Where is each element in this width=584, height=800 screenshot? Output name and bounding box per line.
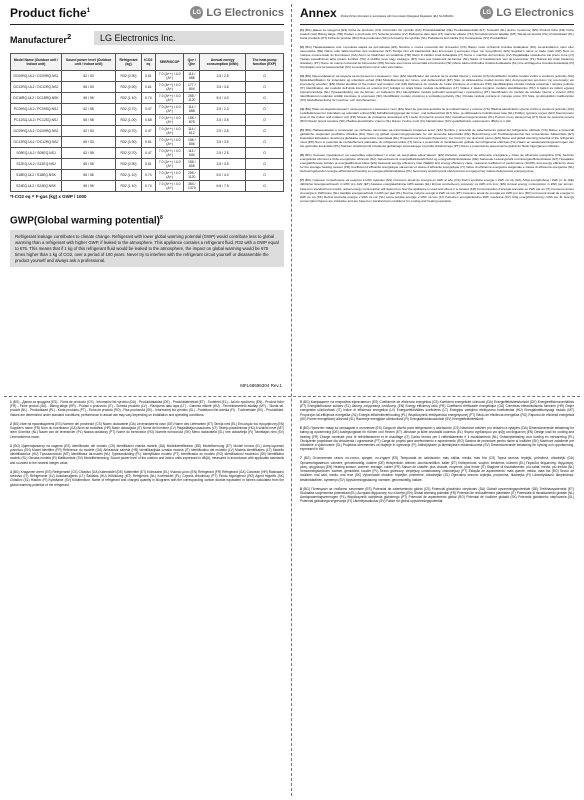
footnote-number: 1 (10, 400, 13, 404)
table-cell: O (245, 104, 283, 115)
table-cell: R32 (1.10) (116, 181, 142, 192)
table-cell: 0.61 (141, 82, 155, 93)
table-cell: R32 (0.90) (116, 159, 142, 170)
table-note: *t-CO2 eq = F-gas (kg) x GWP / 1000 (10, 194, 87, 199)
table-cell: O (245, 71, 283, 82)
footnote-paragraphs (10, 400, 284, 487)
table-cell: S24EQ.UL2 / S24EQ.NSK (11, 181, 62, 192)
table-cell: 3.5 / 3.6 (200, 82, 246, 93)
table-cell: 7.0 (A++) / 4.0 (A+) (155, 126, 184, 137)
vertical-cut-line (291, 4, 292, 796)
table-cell: 7.0 (A++) / 4.0 (A+) (155, 148, 184, 159)
table-cell: R32 (0.90) (116, 71, 142, 82)
footnote-paragraph (10, 422, 284, 439)
product-fiche-header (10, 6, 284, 20)
table-cell: 177 / 804 (184, 82, 200, 93)
table-cell: 0.61 (141, 71, 155, 82)
footnote-text: (BG) Сезонен коефициент на енергийна ефективност и клас на енергийна ефективност (ES) Relación estacional de eficiencia energética y clase de eficiencia energética (CS) Sezónní energetická účinnost a třída energetické účinnosti (DA) Sæsonbestemt energieffektivitetsforhold og energieffektivitetsklasse (DE) Saisonale Leistungszahl und Energieeffizienzklasse (ET) Hooajaline energiatõhususe suhtarv ja energiatõhususe klass (EN) Seasonal energy efficiency ratio (SEER) and energy efficiency class, seasonal coefficient of performance (SCOP) and energy efficiency class for the average heating season (FR) Coefficient d'efficacité énergétique saisonnier et classe d'efficacité énergétique (IT) Indice di efficienza energetica stagionale e classe di efficienza energetica (NL) Seizoensgebonden energie-efficiëntieverhouding en energie-efficiëntieklasse (PL) Sezonowy współczynnik efektywności energetycznej i klasa efektywności energetycznej. (300, 153, 574, 174)
table-cell: 62 / 53 (61, 126, 115, 137)
table-cell: R32 (0.70) (116, 104, 142, 115)
table-cell: DC09RQ.UL2 / DC09RQ.NSJ (11, 71, 62, 82)
footnote-number: (4) (300, 107, 305, 112)
manufacturer-value: LG Electronics Inc. (94, 31, 284, 45)
table-cell: 2.5 / 2.3 (200, 104, 246, 115)
table-header-cell: The heat pump function (EXP) (245, 54, 283, 71)
footnote-text: (BG) Отоплителен сезон: по-топъл, среден, по-студен (ES) Temporada de calefacción: más cálida, media, más fría (CS) Topná sezóna: teplejší, průměrná, chladnější (DA) Opvarmningssæson: varmere, gennemsnitlig, koldere (DE) Heizperiode: wärmer, durchschnittlich, kälter (ET) Kütteperiood: soojem, keskmine, külmem (EL) Περίοδος θέρμανσης: θερμότερη, μέση, ψυχρότερη (EN) Heating season: warmer, average, colder (FR) Saison de chauffe: plus chaude, moyenne, plus froide (IT) Stagione di riscaldamento: più calda, media, più fredda (NL) Verwarmingsseizoen: warmer, gemiddeld, kouder (PL) Sezon grzewczy: cieplejszy, umiarkowany, chłodniejszy (PT) Estação de aquecimento: mais quente, média, mais fria (RO) Sezon de încălzire: mai cald, mediu, mai rece (SK) Vykurovacie obdobie: teplejšie, priemerné, chladnejšie (SL) Ogrevalna sezona: toplejša, povprečna, hladnejša (FI) Lämmityskausi: lämpimämpi, keskimääräinen, kylmempi (SV) Uppvärmningssäsong: varmare, genomsnittlig, kallare. (300, 456, 574, 482)
footnote-paragraphs (300, 400, 574, 504)
table-cell: 0.47 (141, 148, 155, 159)
table-cell: 156 / 875 (184, 115, 200, 126)
table-cell: PC09SQ.UL2 / PC09SQ.NSJ (11, 104, 62, 115)
table-cell: DC12RQ.UL2 / DC12RQ.NSJ (11, 82, 62, 93)
table-cell: 7.0 (A++) / 4.0 (A+) (155, 115, 184, 126)
table-cell: 2.5 / 2.5 (200, 71, 246, 82)
table-row (11, 82, 284, 93)
product-fiche-title: Product fiche$^1$ (10, 6, 91, 20)
footnote-paragraph (300, 45, 574, 69)
footnote-number: 3 (10, 443, 14, 448)
table-cell: 62 / 53 (61, 71, 115, 82)
footnote-number: 5 (300, 400, 303, 404)
footnote-text: (BG) Проектен товар за охлаждане и отопление (ES) Carga de diseño para refrigeración y calefacción (CS) Návrhové zatížení pro chlazení a vytápění (DA) Dimensionerende belastning for køling og opvarmning (DE) Auslegungslast für Kühlen und Heizen (ET) Jahutuse ja kütte arvutuslik koormus (EL) Φορτίο σχεδιασμού για ψύξη και θέρμανση (EN) Design load for cooling and heating (FR) Charge nominale pour le refroidissement et le chauffage (IT) Carico teorico per il raffreddamento e il riscaldamento (NL) Ontwerpbelasting voor koeling en verwarming (PL) Obciążenie projektowe dla chłodzenia i ogrzewania (PT) Carga de projeto para arrefecimento e aquecimento (RO) Sarcina de proiectare pentru răcire și încălzire (SK) Návrhové zaťaženie pre chladenie a vykurovanie (SL) Projektna obremenitev za hlajenje in ogrevanje (FI) Jäähdytyksen ja lämmityksen mitoituskuorma (SV) Dimensionerande belastning för kylning och uppvärmning, expressed in kW. (300, 426, 574, 452)
table-cell: O (245, 159, 283, 170)
table-cell: 7.0 (A++) / 4.0 (A+) (155, 170, 184, 181)
table-cell: S12EQ.UL2 / S12EQ.NSJ (11, 159, 62, 170)
table-cell: O (245, 93, 283, 104)
table-cell: 62 / 55 (61, 148, 115, 159)
manufacturer-label: Manufacturer$^2$ (10, 31, 72, 45)
table-cell: O (245, 126, 283, 137)
footnote-paragraph (300, 128, 574, 148)
table-row (11, 148, 284, 159)
footnote-text: (BG) Данни за продукта (ES) Ficha de producto (CS) Informační list výrobku (DA) Produktdatablad (DE) Produktdatenblatt (ET) Tooteleht (EL) Δελτίο προϊόντος (EN) Product fiche (FR) Fiche produit (GA) Bileog táirge (HR) Podaci o proizvodu (IT) Scheda prodotto (LV) Ražojuma datu lapa (LT) Gaminio etiketė (HU) Termékismertető adatlap (MT) Skeda tal-prodott (NL) Productkaart (PL) Karta produktu (PT) Ficha de produto (RO) Fișa produsului (SK) Informačný list výrobku (SL) Podatkovni list izdelka (FI) Tuoteseloste (SV) Produktblad. (300, 28, 574, 41)
table-cell: O (245, 82, 283, 93)
table-cell: 0.47 (141, 104, 155, 115)
table-cell: 114 / 612 (184, 126, 200, 137)
table-cell: 65 / 58 (61, 170, 115, 181)
table-cell: S18EQ.UL2 / S18EQ.NSK (11, 170, 62, 181)
footnote-number: (5) (300, 128, 305, 133)
table-row (11, 181, 284, 192)
footnote-paragraph (10, 470, 284, 487)
table-cell: 7.0 (A++) / 4.0 (A+) (155, 82, 184, 93)
table-header-cell: tCO2 eq (141, 54, 155, 71)
table-cell: 0.74 (141, 170, 155, 181)
footnote-paragraph (10, 400, 284, 417)
table-cell: R32 (0.90) (116, 82, 142, 93)
header-rule (300, 24, 574, 25)
table-cell: 2.5 / 2.5 (200, 148, 246, 159)
footnote-text: (BG) Наименование или търговска марка на доставчика (ES) Nombre o marca comercial del proveedor (CS) Název nebo ochranná známka dodavatele (DA) Leverandørens navn eller varemærke (DE) Name oder Warenzeichen des Lieferanten (ET) Tarnija nimi või kaubamärk (EL) Επωνυμία ή εμπορικό σήμα του προμηθευτή (EN) Supplier's name or trade mark (FR) Nom ou marque commerciale du fournisseur (GA) Ainm nó trádmharc an tsoláthraí (HR) Naziv ili zaštitni znak dobavljača (IT) Nome o marchio del fornitore (LV) Piegādātāja nosaukums vai preču zīme (LT) Tiekėjo pavadinimas arba prekės ženklas (HU) A szállító neve vagy védjegye (MT) Isem jew trademark tal-fornitur (NL) Naam of handelsmerk van de leverancier (PL) Nazwa lub znak towarowy dostawcy (PT) Nome ou marca comercial do fornecedor (RO) Numele sau marca comercială a furnizorului (SK) Meno alebo obchodná značka dodávateľa (SL) Ime ali blagovna znamka dobavitelja (FI) Toimittajan nimi tai tavaramerkki (SV) Leverantörens namn eller varumärke. (300, 45, 574, 70)
table-cell: 255 / 1120 (184, 93, 200, 104)
lg-logo-icon: LG (190, 6, 203, 19)
document-number: MFL68696304 Rev.1 (240, 383, 282, 388)
footnote-paragraph (300, 426, 574, 451)
table-cell: 7.0 (A++) / 4.0 (A+) (155, 104, 184, 115)
footnote-paragraph (300, 74, 574, 102)
footnotes-right (300, 400, 574, 796)
table-row (11, 93, 284, 104)
footnote-paragraph (10, 444, 284, 465)
lg-logo-icon: LG (480, 6, 493, 19)
table-row (11, 159, 284, 170)
footnote-paragraph (300, 456, 574, 481)
gwp-text: Refrigerant leakage contributes to climate change. Refrigerant with lower global warming potential (GWP) would contribute less to global warming than a refrigerant with higher GWP, if leaked to the atmosphere. This appliance contains a refrigerant fluid, R32 with a GWP equal to 675. This means that if 1 kg of this refrigerant fluid would be leaked to the atmosphere, the impact on global warming would be 675 times higher than 1 kg of CO2, over a period of 100 years. Never try to interfere with the refrigerant circuit yourself or disassemble the product yourself and always ask a professional. (10, 230, 284, 267)
table-row (11, 170, 284, 181)
table-cell: 0.74 (141, 181, 155, 192)
table-row (11, 137, 284, 148)
table-cell: 0.61 (141, 159, 155, 170)
footnote-paragraph (300, 487, 574, 504)
header-rule (10, 24, 284, 25)
table-cell: 3.5 / 3.5 (200, 159, 246, 170)
annex-subtitle: Product fiche information in accordance with Commission Delegated Regulation (EU) No 626/2011 (340, 15, 454, 18)
footnote-text: (BG) Ниво на звукова мощност на вътрешното и външното тяло (ES) Nivel de potencia acústica de la unidad interior y exterior (CS) Hladina akustického výkonu vnitřní a venkovní jednotky (DA) Lydeffektniveau for indendørs og udendørs enhed (DE) Schallleistungspegel der Innen- und Außeneinheit (ET) Sise- ja välisseadme helivõimsuse tase (EL) Στάθμη ηχητικής ισχύος (EN) Sound power level of the indoor and outdoor unit (FR) Niveau de puissance acoustique (IT) Livello di potenza sonora (NL) Geluidsvermogensniveau (PL) Poziom mocy akustycznej (PT) Nível de potência sonora (RO) Nivelul puterii acustice (SK) Hladina akustického výkonu (SL) Raven zvočne moči (FI) Äänitehotaso (SV) Ljudeffektnivå, expressed in dB(A) re 1 pW. (300, 107, 574, 124)
table-cell: 65 / 59 (61, 181, 115, 192)
footnote-number: 2 (10, 421, 13, 426)
table-cell: 62 / 55 (61, 104, 115, 115)
annex-section (300, 6, 574, 392)
table-cell: 7.0 (A++) / 4.0 (A+) (155, 93, 184, 104)
table-cell: 114 / 658 (184, 104, 200, 115)
table-cell: O (245, 137, 283, 148)
table-cell: 2.5 / 2.5 (200, 126, 246, 137)
table-cell: O (245, 181, 283, 192)
table-header-cell: SEER/SCOP (155, 54, 184, 71)
table-cell: O (245, 148, 283, 159)
footnote-text: (BG) Име на производителя (ES) Nombre del proveedor (CS) Název dodavatele (DA) Leverandørens navn (DE) Name des Lieferanten (ET) Tarnija nimi (EL) Επωνυμία του προμηθευτή (EN) Supplier's name (FR) Nom du fournisseur (GA) Ainm an tsoláthraí (HR) Naziv dobavljača (IT) Nome del fornitore (LV) Piegādātāja nosaukums (LT) Tiekėjo pavadinimas (HU) A szállító neve (MT) Isem il-fornitur (NL) Naam van de leverancier (PL) Nazwa dostawcy (PT) Nome do fornecedor (RO) Numele furnizorului (SK) Meno dodávateľa (SL) Ime dobavitelja (FI) Toimittajan nimi (SV) Leverantörens namn. (10, 421, 284, 439)
lg-logo (480, 6, 574, 19)
table-cell: 7.0 (A++) / 4.0 (A+) (155, 159, 184, 170)
table-cell: 114 / 644 (184, 148, 200, 159)
table-cell: 354 / 1370 (184, 181, 200, 192)
footnote-number: (2) (300, 45, 306, 50)
table-cell: 7.0 (A++) / 4.0 (A+) (155, 137, 184, 148)
brand-name: LG Electronics (496, 6, 574, 19)
footnote-number: 6 (300, 426, 303, 431)
footnote-text: (BG) - Данни за продукта (ES) - Ficha de producto (CS) - Informační list výrobku (DA) - Produktdatablad (DE) - Produktdatenblatt (ET) - Tooteleht (EL) - Δελτίο προϊόντος (EN) - Product fiche (FR) - Fiche produit (GA) - Bileog táirge (HR) - Podaci o proizvodu (IT) - Scheda prodotto (LV) - Ražojuma datu lapa (LT) - Gaminio etiketė (HU) - Termékismertető adatlap (MT) - Skeda tal-prodott (NL) - Productkaart (PL) - Karta produktu (PT) - Ficha de produto (RO) - Fișa produsului (SK) - Informačný list výrobku (SL) - Podatkovni list izdelka (FI) - Tuoteseloste (SV) - Produktblad. Values are determined under standard conditions; performance in actual use may vary depending on installation and operating conditions. (10, 400, 284, 417)
annex-title: Annex (300, 6, 337, 20)
table-cell: R32 (0.70) (116, 126, 142, 137)
footnote-text: (BG) Годишно потребление на енергия в kWh годишно (ES) Consumo anual de energía en kWh al año (CS) Roční spotřeba energie v kWh za rok (DA) Årligt energiforbrug i kWh pr. år (DE) Jährlicher Energieverbrauch in kWh pro Jahr (ET) Aastane energiatarbimine kWh aastas (EL) Ετήσια κατανάλωση ενέργειας σε kWh ανά έτος (EN) Annual energy consumption in kWh per annum, based on standard test results; actual energy consumption will depend on how the appliance is used and where it is located (FR) Consommation d'énergie annuelle en kWh par an (IT) Consumo annuo di energia in kWh/anno (NL) Jaarlijks energieverbruik in kWh per jaar (PL) Roczne zużycie energii w kWh na rok (PT) Consumo anual de energia em kWh por ano (RO) Consumul anual de energie în kWh pe an (SK) Ročná spotreba energie v kWh za rok (SL) Letna poraba energije v kWh na leto (FI) Vuotuinen energiankulutus kWh vuodessa (SV) Årlig energiförbrukning i kWh per år. Energy consumption figures are indicative and are based on standard test conditions for cooling and heating operation. (300, 178, 574, 203)
table-cell: 3.5 / 3.5 (200, 137, 246, 148)
table-cell: DC12RQ.UL2 / DC12RQ.NSJ (11, 137, 62, 148)
footnote-text: (BG) Коефициент на енергийна ефективност (ES) Coeficiente de eficiencia energética (CS) Koeficient energetické účinnosti (DA) Energieffektivitetsforhold (DE) Energieeffizienzverhältnis (ET) Energiatõhususe suhtarv (EL) Δείκτης ενεργειακής απόδοσης (EN) Energy efficiency ratio (FR) Coefficient d'efficacité énergétique (GA) Cóimheas éifeachtúlachta fuinnimh (HR) Omjer energetske učinkovitosti (IT) Indice di efficienza energetica (LV) Energoefektivitātes koeficients (LT) Energijos vartojimo efektyvumo koeficientas (HU) Energiahatékonysági mutató (MT) Proporzjon tal-effiċjenza enerġetika (NL) Energie-efficiëntieverhouding (PL) Współczynnik efektywności energetycznej (PT) Rácio de eficiência energética (RO) Raportul de eficiență energetică (SK) Pomer energetickej účinnosti (SL) Razmerje energijske učinkovitosti (FI) Energiatehokkuussuhde (SV) Energieffektivitetskvot. (300, 400, 574, 421)
table-cell: 0.61 (141, 137, 155, 148)
footnote-text: (BG) Потенциал за глобално затопляне (ES) Potencial de calentamiento global (CS) Potenciál globálního oteplování (DA) Globalt opvarmningspotentiale (DE) Treibhauspotenzial (ET) Globaalse soojenemise potentsiaal (EL) Δυναμικό θέρμανσης του πλανήτη (EN) Global warming potential (FR) Potentiel de réchauffement planétaire (IT) Potenziale di riscaldamento globale (NL) Aardopwarmingsvermogen (PL) Współczynnik ocieplenia globalnego (PT) Potencial de aquecimento global (RO) Potențial de încălzire globală (SK) Potenciál globálneho otepľovania (SL) Potencial globalnega segrevanja (FI) Lämmitysvaikutus (SV) Faktor för global uppvärmningspotential. (300, 486, 574, 504)
annex-header (300, 6, 574, 20)
table-header-row (11, 54, 284, 71)
table-cell: O (245, 115, 283, 126)
footnote-number: (3) (300, 74, 305, 79)
table-cell: R32 (1.00) (116, 115, 142, 126)
footnote-paragraph (300, 107, 574, 123)
table-cell: 7.0 (A++) / 4.0 (A+) (155, 71, 184, 82)
footnotes-left (10, 400, 284, 796)
table-cell: 65 / 55 (61, 159, 115, 170)
table-cell: 6.6 / 7.5 (200, 181, 246, 192)
footnote-number: 7 (300, 456, 304, 461)
table-cell: 0.68 (141, 115, 155, 126)
table-header-cell: Annual energy consumption (kWh) (200, 54, 246, 71)
table-cell: 156 / 806 (184, 137, 200, 148)
table-cell: 65 / 53 (61, 137, 115, 148)
table-header-cell: Qce / Qhe (184, 54, 200, 71)
table-cell: 255 / 1120 (184, 170, 200, 181)
table-cell: R32 (1.10) (116, 170, 142, 181)
footnote-number: 4 (10, 469, 13, 474)
table-cell: 65 / 59 (61, 93, 115, 104)
table-cell: 0.74 (141, 93, 155, 104)
footnote-number: (1) (300, 28, 305, 32)
lg-logo (190, 6, 284, 19)
table-cell: 65 / 58 (61, 115, 115, 126)
table-cell: 3.5 / 3.5 (200, 115, 246, 126)
footnote-text: (BG) Идентификатор на модела на вътрешното и външното тяло (ES) Identificador del modelo de la unidad interior y exterior (CS) Identifikační značka modelu vnitřní a venkovní jednotky (DA) Modelidentifikation for indendørs og udendørs enhed (DE) Modellkennung der Innen- und Außeneinheit (ET) Sise- ja välisseadme mudeli tunnus (EL) Αναγνωριστικό μοντέλου της εσωτερικής και εξωτερικής μονάδας (EN) Model identifier of the indoor and outdoor unit (FR) Référence du modèle de l'unité intérieure et extérieure (HR) Identifikacijska oznaka modela unutarnje i vanjske jedinice (IT) Identificativo del modello dell'unità interna ed esterna (LV) Iekšējā un ārējā bloka modeļa identifikators (LT) Vidaus ir lauko įrenginio modelio identifikatorius (HU) A beltéri és kültéri egység típusazonosítója (NL) Typeaanduiding van de binnen- en buitenunit (PL) Identyfikator modelu jednostki wewnętrznej i zewnętrznej (PT) Identificador do modelo da unidade interior e exterior (RO) Identificatorul modelului unității interioare și exterioare (SK) Identifikátor modelu vnútornej a vonkajšej jednotky (SL) Oznaka modela notranje in zunanje enote (FI) Sisä- ja ulkoyksikön mallitunniste (SV) Modellbeteckning för inomhus- och utomhusenhet. (300, 74, 574, 103)
brand-name: LG Electronics (206, 6, 284, 19)
footnote-text: (BG) Хладилен агент (ES) Refrigerante (CS) Chladivo (DA) Kølemiddel (DE) Kältemittel (ET) Külmaaine (EL) Ψυκτικό μέσο (EN) Refrigerant (FR) Réfrigérant (GA) Cuisneán (HR) Rashladno sredstvo (IT) Refrigerante (LV) Aukstumaģents (LT) Šaldalas (HU) Hűtőközeg (MT) Refriġerant (NL) Koelmiddel (PL) Czynnik chłodniczy (PT) Fluido frigorigéneo (RO) Agent frigorific (SK) Chladivo (SL) Hladivo (FI) Kylmäaine (SV) Köldmedium. Name of refrigerant and charged quantity in kilograms with the corresponding carbon dioxide equivalent in tonnes calculated from the global warming potential of the refrigerant. (10, 469, 284, 487)
table-cell: R32 (0.70) (116, 148, 142, 159)
table-cell: DC09RQ.UL2 / DC09RQ.NSJ (11, 126, 62, 137)
horizontal-cut-line (4, 396, 580, 397)
table-body (11, 71, 284, 192)
table-cell: DC18RQ.UL2 / DC18RQ.NSK (11, 93, 62, 104)
footnote-number: (6) (300, 153, 306, 158)
table-cell: 114 / 686 (184, 71, 200, 82)
table-cell: 5.0 / 4.0 (200, 93, 246, 104)
product-fiche-section (10, 6, 284, 392)
manufacturer-row (10, 31, 284, 45)
footnote-paragraph (300, 178, 574, 202)
table-row (11, 104, 284, 115)
table-cell: R32 (1.10) (116, 93, 142, 104)
table-cell: 5.0 / 4.0 (200, 170, 246, 181)
gwp-title: GWP(Global warming potential)$^8$ (10, 215, 163, 227)
table-cell: 7.0 (A++) / 4.0 (A+) (155, 181, 184, 192)
footnote-text: (BG) Наименование и потенциал за глобално затопляне на използвания хладилен агент (ES) Nombre y potencial de calentamiento global del refrigerante utilizado (CS) Název a potenciál globálního oteplování použitého chladiva (DA) Navn og globalt opvarmningspotentiale for det anvendte kølemiddel (DE) Bezeichnung und Treibhauspotenzial des verwendeten Kältemittels (ET) Kasutatud külmaaine nimetus ja globaalse soojenemise potentsiaal (EL) Ονομασία και δυναμικό θέρμανσης του πλανήτη του ψυκτικού μέσου (EN) Name and global warming potential of the refrigerant used (FR) Nom et potentiel de réchauffement planétaire du réfrigérant utilisé (IT) Nome e potenziale di riscaldamento globale del refrigerante utilizzato (NL) Naam en aardopwarmingsvermogen van het gebruikte koelmiddel (PL) Nazwa i współczynnik ocieplenia globalnego stosowanego czynnika chłodniczego (PT) Nome e potencial de aquecimento global do fluido frigorigéneo utilizado. (300, 128, 574, 149)
table-cell: R32 (0.90) (116, 137, 142, 148)
table-header-cell: Sound power level (Outdoor unit / Indoor unit) (61, 54, 115, 71)
table-row (11, 126, 284, 137)
table-row (11, 71, 284, 82)
product-table (10, 53, 284, 192)
table-cell: 65 / 53 (61, 82, 115, 93)
footnote-number: (7) (300, 178, 305, 183)
footnote-paragraph (300, 400, 574, 421)
table-cell: PC12SQ.UL2 / PC12SQ.NSJ (11, 115, 62, 126)
footnote-number: 8 (300, 486, 304, 491)
table-cell: 0.47 (141, 126, 155, 137)
table-header-cell: Model Name (Outdoor unit / Indoor unit) (11, 54, 62, 71)
footnote-paragraph (300, 28, 574, 40)
table-cell: 156 / 806 (184, 159, 200, 170)
footnote-text: (BG) Идентификатор на модела (ES) Identificador del modelo (CS) Identifikační značka modelu (DA) Modelidentifikation (DE) Modellkennung (ET) Mudeli tunnus (EL) Αναγνωριστικό μοντέλου (EN) Model identifier (FR) Référence du modèle (GA) Aitheantóir samhla (HR) Identifikacijska oznaka modela (IT) Identificativo del modello (LV) Modeļa identifikators (LT) Modelio identifikatorius (HU) Típusazonosító (MT) Identifikatur tal-mudell (NL) Typeaanduiding (PL) Identyfikator modelu (PT) Identificador do modelo (RO) Identificatorul modelului (SK) Identifikátor modelu (SL) Oznaka modela (FI) Mallitunniste (SV) Modellbeteckning. Sound power level of the outdoor and indoor units expressed in dB(A), measured in accordance with applicable standards and rounded to the nearest integer value. (10, 443, 284, 465)
annex-paragraphs (300, 28, 574, 203)
footnote-paragraph (300, 153, 574, 173)
table-cell: O (245, 170, 283, 181)
table-row (11, 115, 284, 126)
table-header-cell: Refrigerant (kg) (116, 54, 142, 71)
table-cell: S09EQ.UL2 / S09EQ.NSJ (11, 148, 62, 159)
